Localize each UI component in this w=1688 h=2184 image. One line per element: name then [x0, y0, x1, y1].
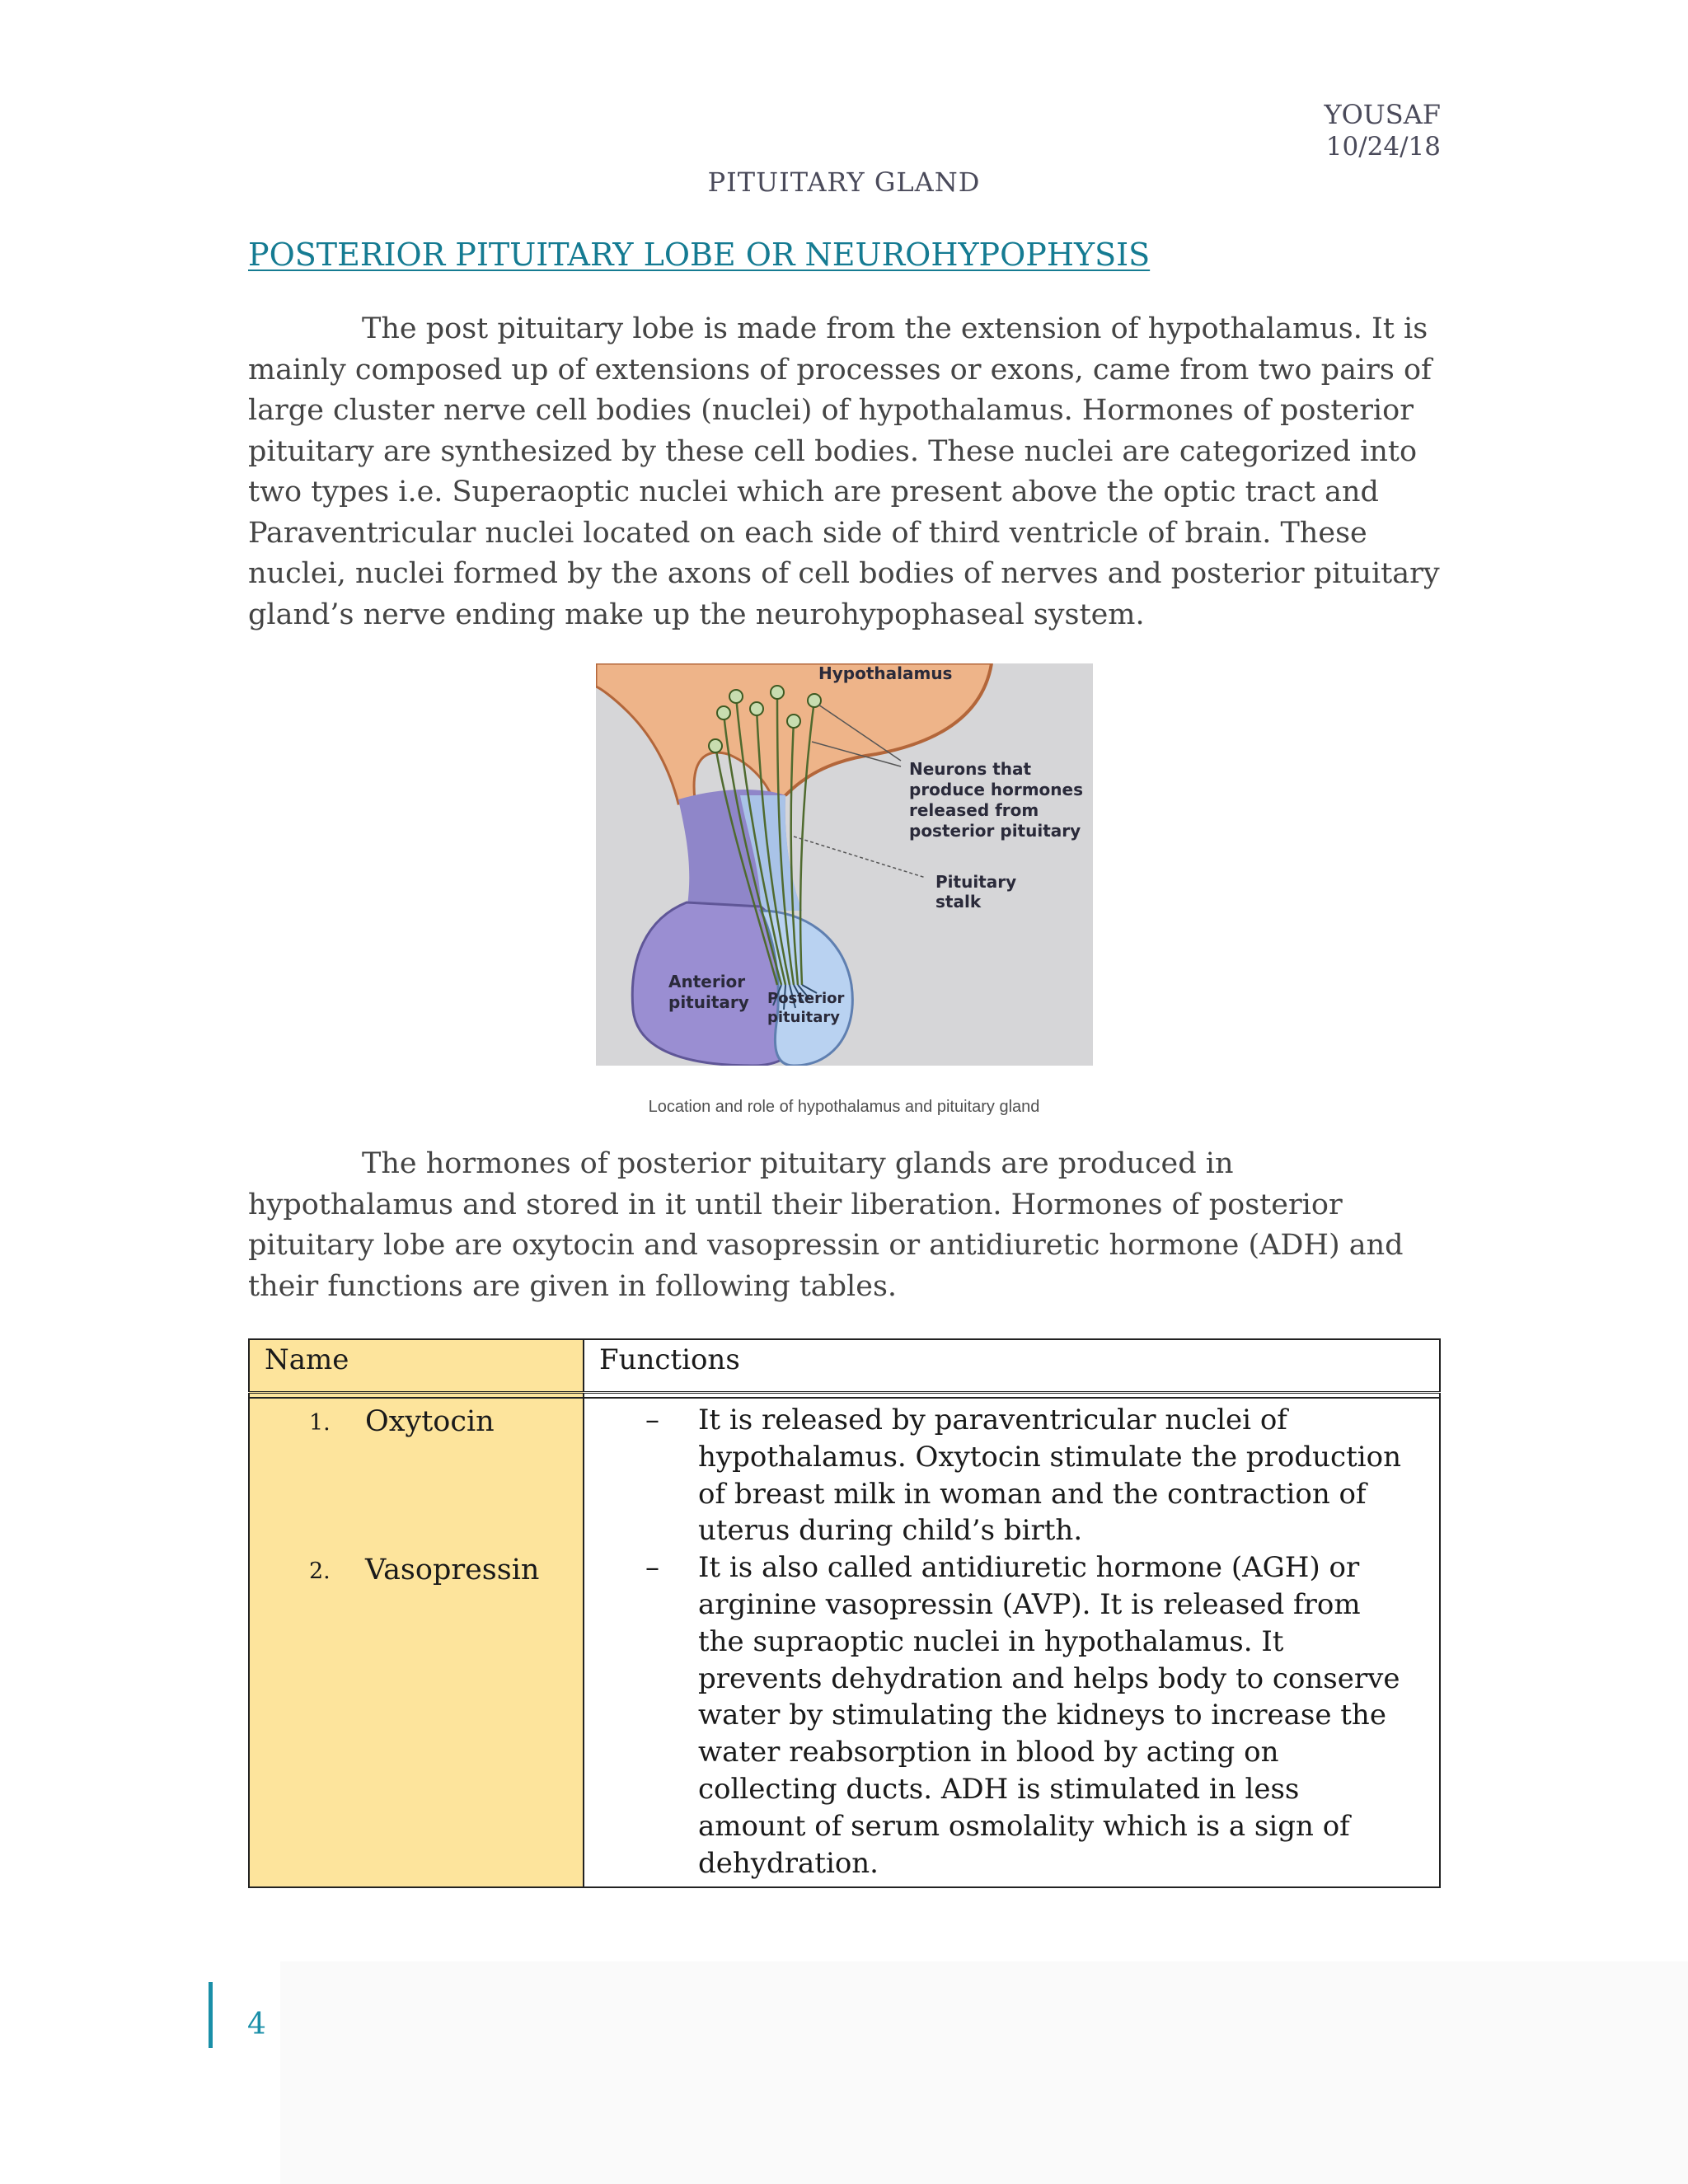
label-stalk-line2: stalk	[935, 892, 982, 912]
body-paragraph-intro	[248, 309, 1442, 635]
pituitary-diagram	[596, 663, 1093, 1066]
table-header-row	[249, 1339, 1440, 1393]
dash-bullet: –	[645, 1404, 659, 1436]
hormone-name: Oxytocin	[365, 1405, 495, 1438]
header-author: YOUSAF	[1324, 99, 1441, 130]
label-neurons-line3: released from	[909, 800, 1039, 820]
header-name-label: Name	[265, 1343, 349, 1376]
hormone-name-list	[250, 1399, 583, 1704]
hormone-function-list	[584, 1399, 1439, 1886]
table-body-row	[249, 1398, 1440, 1887]
page-number-bar	[209, 1982, 213, 2048]
label-neurons-line2: produce hormones	[909, 780, 1083, 799]
label-neurons-line4: posterior pituitary	[909, 821, 1081, 841]
dash-bullet: –	[645, 1551, 659, 1585]
function-text: It is also called antidiuretic hormone (AGH) or arginine vasopressin (AVP). It is released from the supraoptic nuclei in hypothalamus. It prevents dehydration and helps body to conserve water by stimulating the kidneys to increase the water reabsorption in blood by acting on collecting ducts. ADH is stimulated in less amount of serum osmolality which is a sign of dehydration.	[698, 1551, 1400, 1880]
header-functions-label: Functions	[599, 1343, 740, 1376]
list-item	[250, 1399, 583, 1547]
page-number: 4	[247, 2008, 266, 2041]
label-stalk-line1: Pituitary	[935, 872, 1017, 892]
hormone-name: Vasopressin	[365, 1554, 540, 1586]
list-number: 2.	[309, 1558, 331, 1584]
label-neurons-line1: Neurons that	[909, 759, 1032, 779]
body-paragraph-hormones	[248, 1144, 1442, 1307]
header-cell-name	[249, 1339, 584, 1393]
label-posterior-line2: pituitary	[767, 1009, 841, 1026]
label-anterior-line2: pituitary	[668, 992, 749, 1012]
paragraph-text: The hormones of posterior pituitary glands are produced in hypothalamus and stored in it until their liberation. Hormones of posterior pituitary lobe are oxytocin and vasopressin or antidiuretic hormone (ADH) and their functions are given in following tables.	[248, 1147, 1404, 1303]
functions-cell	[584, 1398, 1440, 1887]
name-cell	[249, 1398, 584, 1887]
page-background-shade	[280, 1961, 1688, 2184]
header-cell-functions	[584, 1339, 1440, 1393]
pituitary-illustration	[596, 663, 1093, 1066]
function-text: It is released by paraventricular nuclei of hypothalamus. Oxytocin stimulate the production of breast milk in woman and the contraction of uterus during child’s birth.	[698, 1404, 1401, 1548]
figure-caption: Location and role of hypothalamus and pituitary gland	[648, 1098, 1040, 1116]
list-item	[584, 1549, 1414, 1882]
hormone-functions-table	[248, 1338, 1441, 1888]
list-item	[584, 1402, 1414, 1549]
section-heading: POSTERIOR PITUITARY LOBE OR NEUROHYPOPHYSIS	[248, 237, 1151, 273]
document-title: PITUITARY GLAND	[707, 166, 981, 198]
label-hypothalamus: Hypothalamus	[818, 663, 953, 683]
paragraph-text: The post pituitary lobe is made from the extension of hypothalamus. It is mainly composed up of extensions of processes or exons, came from two pairs of large cluster nerve cell bodies (nuclei) of hypothalamus. Hormones of posterior pituitary are synthesized by these cell bodies. These nuclei are categorized into two types i.e. Superaoptic nuclei which are present above the optic tract and Paraventricular nuclei located on each side of third ventricle of brain. These nuclei, nuclei formed by the axons of cell bodies of nerves and posterior pituitary gland’s nerve ending make up the neurohypophaseal system.	[248, 312, 1440, 631]
list-item	[250, 1547, 583, 1704]
label-anterior-line1: Anterior	[668, 972, 746, 991]
header-date: 10/24/18	[1325, 132, 1441, 162]
label-posterior-line1: Posterior	[767, 990, 845, 1007]
list-number: 1.	[309, 1410, 331, 1436]
